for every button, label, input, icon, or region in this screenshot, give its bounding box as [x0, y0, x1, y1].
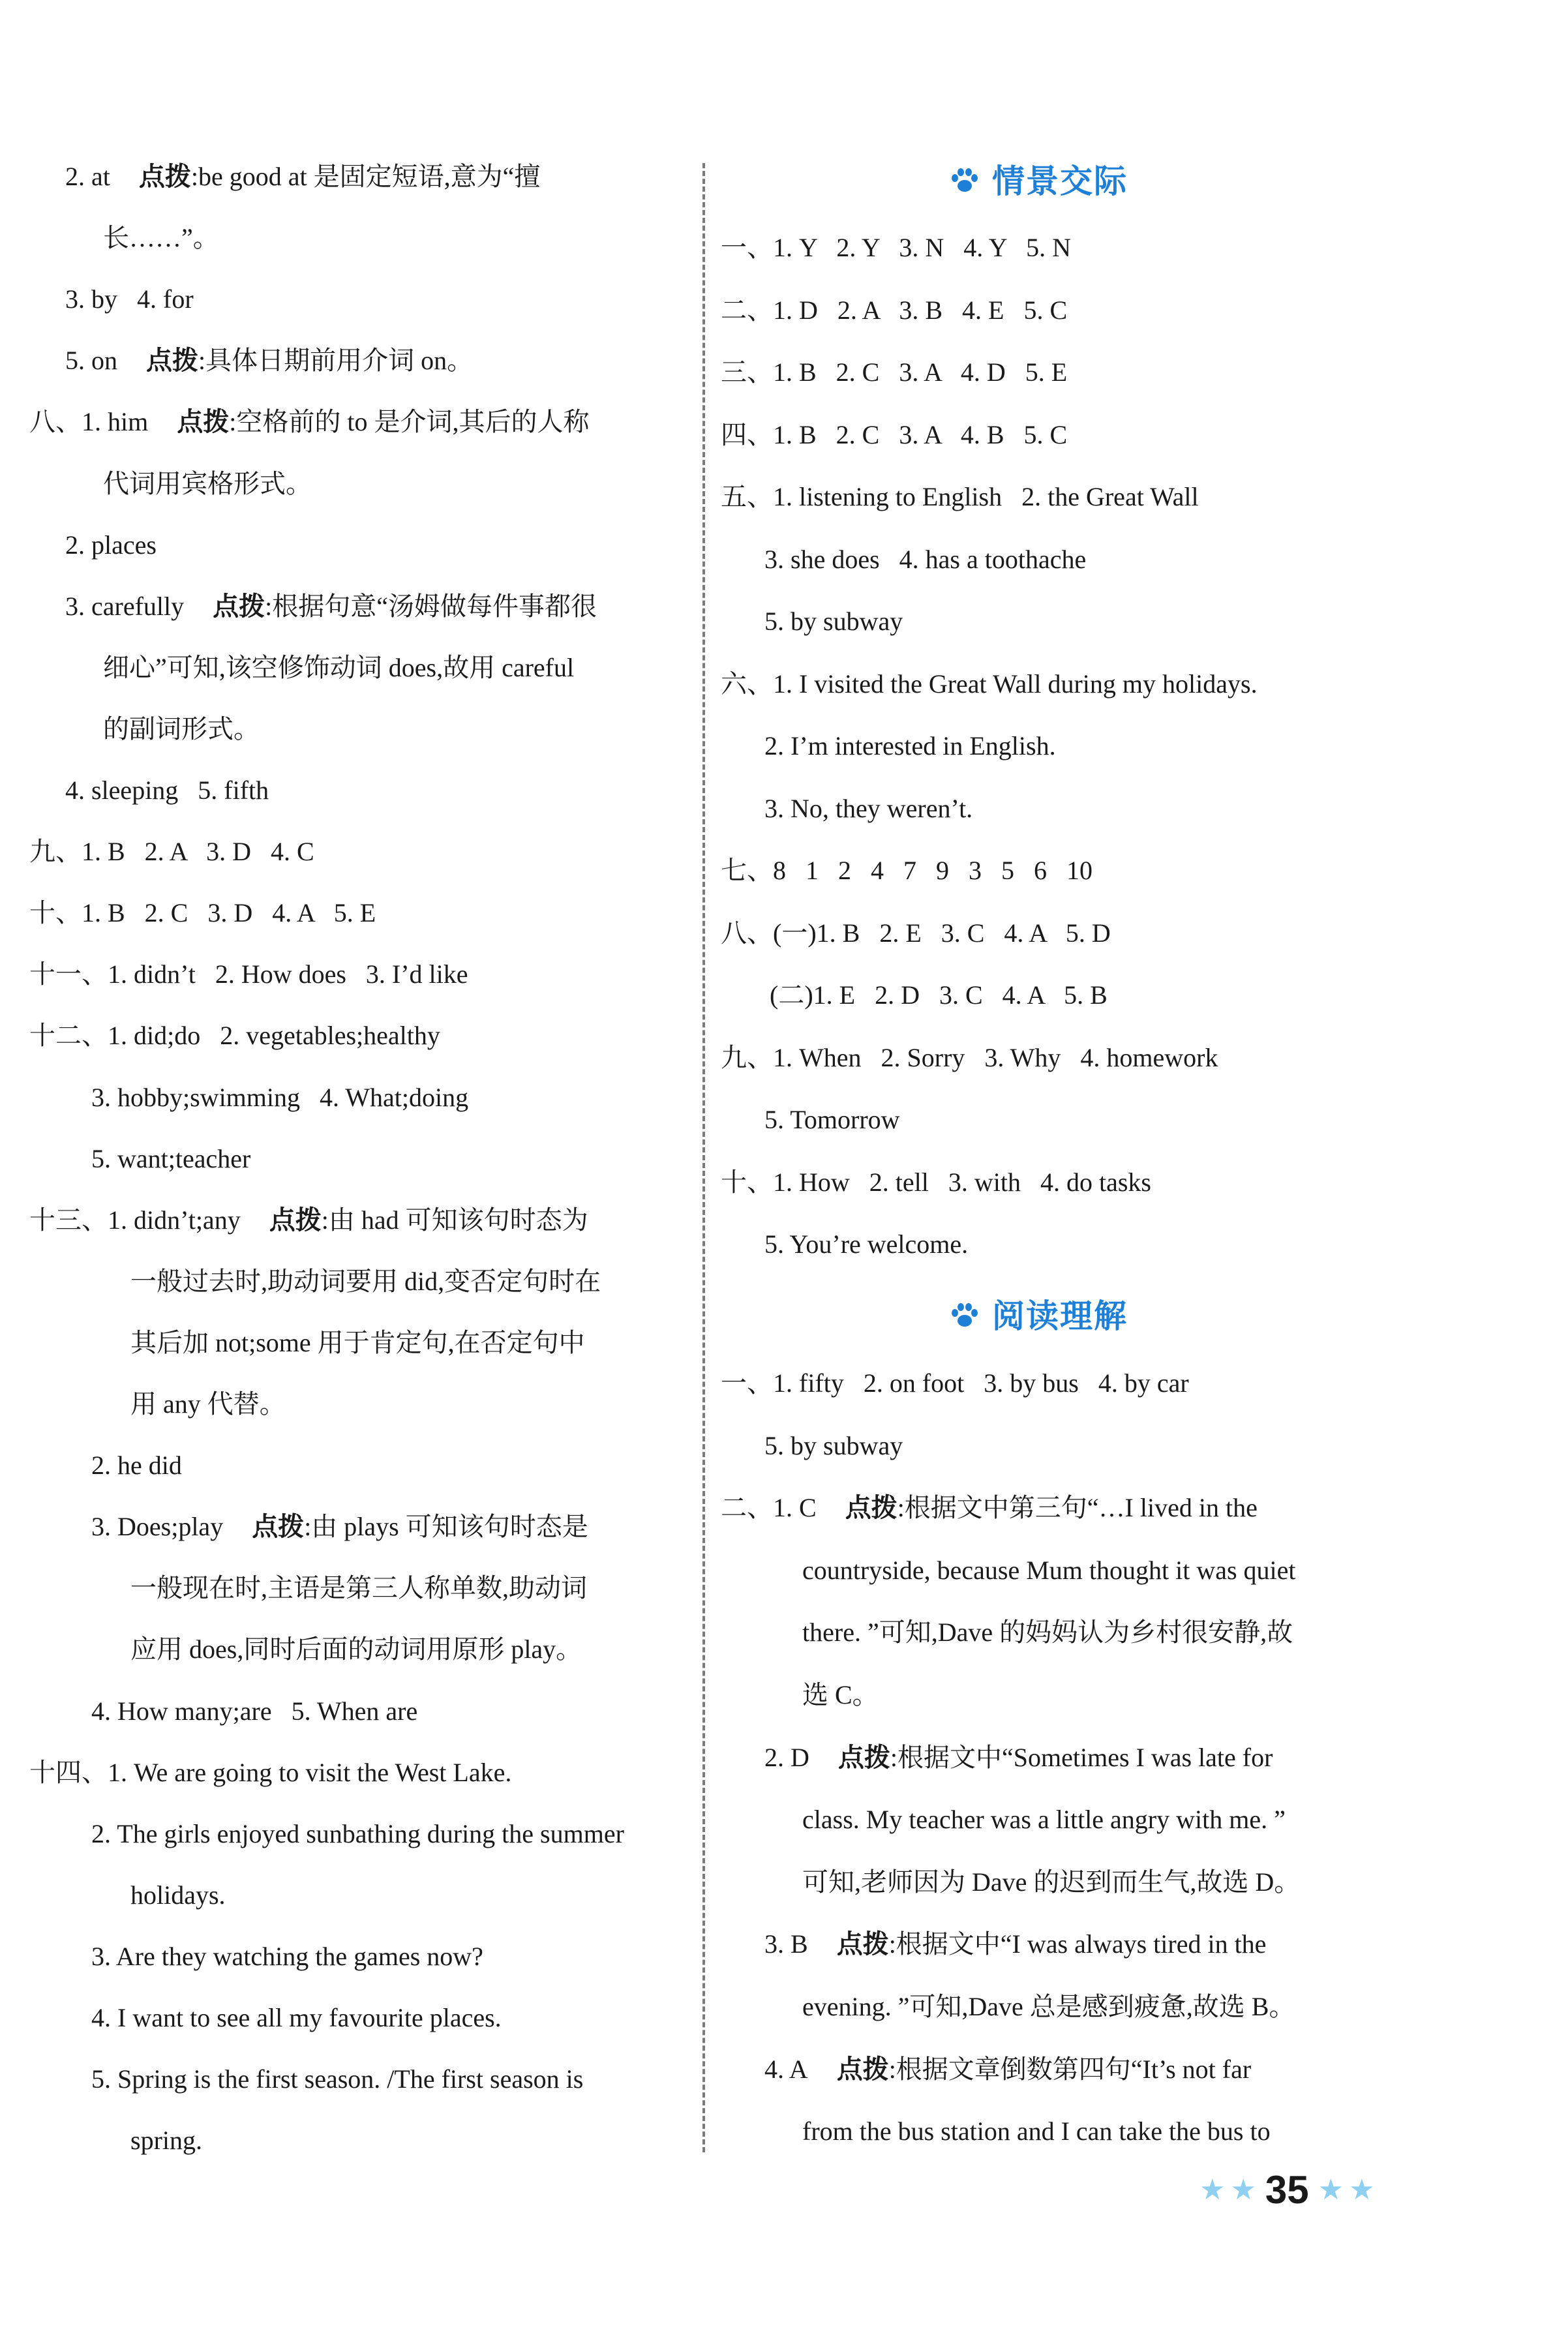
answer-line: [91, 1081, 678, 1114]
answer-text: :根据文中第三句“…I lived in the: [897, 1493, 1258, 1523]
answer-line: [29, 406, 678, 438]
answer-text: 2. places: [65, 530, 157, 560]
answer-line: [91, 1143, 678, 1175]
answer-line: [65, 529, 678, 562]
answer-line: [764, 1104, 1386, 1136]
answer-line: [130, 1633, 678, 1666]
answer-text: :由 plays 可知该句时态是: [304, 1512, 588, 1542]
answer-text: 4. sleeping 5. fifth: [65, 775, 269, 805]
answer-line: [802, 1866, 1386, 1899]
answer-line: [130, 1265, 678, 1298]
answer-text: 二、1. D 2. A 3. B 4. E 5. C: [721, 295, 1068, 325]
answer-text: 用 any 代替。: [130, 1389, 286, 1419]
answer-line: [721, 356, 1386, 389]
answer-line: [764, 1928, 1386, 1961]
answer-text: 5. want;teacher: [91, 1143, 251, 1173]
answer-text: holidays.: [130, 1880, 226, 1910]
answer-line: [802, 1554, 1386, 1587]
answer-text: 代词用宾格形式。: [103, 468, 312, 498]
answer-line: [721, 419, 1386, 451]
answer-text: 3. hobby;swimming 4. What;doing: [91, 1082, 469, 1112]
answer-line: [802, 1679, 1386, 1711]
answer-line: [29, 1756, 678, 1789]
answer-text: 五、1. listening to English 2. the Great Wall: [721, 482, 1199, 511]
answer-line: [721, 232, 1386, 264]
answer-line: [130, 1327, 678, 1359]
answer-text: from the bus station and I can take the bus to: [802, 2116, 1271, 2146]
answer-text: 3. No, they weren’t.: [764, 793, 973, 823]
answer-text: 六、1. I visited the Great Wall during my holidays.: [721, 669, 1258, 699]
paw-icon: [949, 1300, 980, 1331]
paw-icon: [949, 165, 980, 196]
answer-text: 选 C。: [802, 1680, 879, 1709]
answer-line: [764, 605, 1386, 638]
answer-text: 5. Spring is the first season. /The first season is: [91, 2064, 584, 2094]
star-icon: ★: [1230, 2173, 1256, 2206]
answer-line: [65, 590, 678, 623]
star-icon: ★: [1318, 2173, 1344, 2206]
answer-text: :根据句意“汤姆做每件事都很: [265, 591, 597, 621]
answer-line: [764, 730, 1386, 762]
page-number-badge: [1197, 2167, 1378, 2212]
answer-line: [764, 1430, 1386, 1462]
answer-line: [103, 222, 678, 254]
answer-text: 3. she does 4. has a toothache: [764, 544, 1087, 574]
answer-line: [130, 2124, 678, 2157]
answer-text: 5. You’re welcome.: [764, 1229, 969, 1259]
answer-text: there. ”可知,Dave 的妈妈认为乡村很安静,故: [802, 1618, 1293, 1648]
answer-text: 一、1. Y 2. Y 3. N 4. Y 5. N: [721, 233, 1072, 262]
answer-line: [764, 792, 1386, 825]
answer-text: 4. I want to see all my favourite places.: [91, 2003, 502, 2032]
answer-text: countryside, because Mum thought it was quiet: [802, 1555, 1296, 1585]
answer-line: [103, 652, 678, 684]
answer-text: :空格前的 to 是介词,其后的人称: [229, 407, 590, 437]
answer-text: 十一、1. didn’t 2. How does 3. I’d like: [29, 959, 468, 989]
column-divider: [702, 163, 705, 2152]
answer-text: 应用 does,同时后面的动词用原形 play。: [130, 1634, 582, 1664]
hint-label: 点拨: [213, 591, 265, 622]
answer-text: 四、1. B 2. C 3. A 4. B 5. C: [721, 419, 1068, 449]
answer-text: class. My teacher was a little angry with me. ”: [802, 1805, 1286, 1835]
answer-text: 可知,老师因为 Dave 的迟到而生气,故选 D。: [802, 1867, 1301, 1897]
answer-line: [29, 958, 678, 991]
star-icon: ★: [1349, 2173, 1375, 2206]
answer-text: :由 had 可知该句时态为: [321, 1205, 588, 1235]
answer-text: 一般过去时,助动词要用 did,变否定句时在: [130, 1266, 601, 1296]
answer-text: 其后加 not;some 用于肯定句,在否定句中: [130, 1327, 585, 1357]
answer-text: (二)1. E 2. D 3. C 4. A 5. B: [770, 980, 1108, 1010]
answer-text: 八、(一)1. B 2. E 3. C 4. A 5. D: [721, 918, 1111, 948]
answer-line: [764, 1228, 1386, 1261]
answer-text: 4. A: [764, 2054, 808, 2084]
hint-label: 点拨: [837, 1742, 890, 1773]
answer-line: [764, 1741, 1386, 1774]
answer-line: [721, 481, 1386, 513]
answer-line: [802, 1803, 1386, 1836]
answer-text: 2. The girls enjoyed sunbathing during the summer: [91, 1818, 624, 1848]
answer-line: [721, 668, 1386, 700]
answer-line: [721, 854, 1386, 887]
answer-text: 十三、1. didn’t;any: [29, 1205, 241, 1235]
answer-line: [29, 835, 678, 868]
answer-text: 十四、1. We are going to visit the West Lake.: [29, 1757, 512, 1787]
answer-line: [721, 1492, 1386, 1524]
section-heading-text: 阅读理解: [992, 1297, 1128, 1335]
answer-line: [764, 2053, 1386, 2086]
answer-line: [91, 1511, 678, 1543]
answer-text: 细心”可知,该空修饰动词 does,故用 careful: [103, 652, 575, 682]
answer-text: 九、1. When 2. Sorry 3. Why 4. homework: [721, 1042, 1218, 1072]
answer-text: :根据文章倒数第四句“It’s not far: [888, 2054, 1252, 2084]
hint-label: 点拨: [836, 1929, 889, 1960]
answer-line: [65, 160, 678, 193]
answer-line: [764, 543, 1386, 576]
section-heading-text: 情景交际: [992, 162, 1128, 200]
answer-text: :be good at 是固定短语,意为“擅: [190, 162, 541, 191]
answer-line: [65, 774, 678, 807]
answer-line: [721, 1367, 1386, 1400]
answer-line: [65, 283, 678, 316]
answer-text: 九、1. B 2. A 3. D 4. C: [29, 837, 314, 867]
answer-text: 一、1. fifty 2. on foot 3. by bus 4. by car: [721, 1368, 1189, 1398]
answer-text: 2. he did: [91, 1451, 182, 1481]
answer-line: [802, 1616, 1386, 1649]
answer-text: :具体日期前用介词 on。: [198, 346, 474, 376]
star-icon: ★: [1199, 2173, 1226, 2206]
answer-line: [721, 1166, 1386, 1199]
answer-text: evening. ”可知,Dave 总是感到疲惫,故选 B。: [802, 1992, 1295, 2021]
hint-label: 点拨: [177, 407, 230, 438]
section-heading-dialogue: [949, 162, 1128, 201]
answer-line: [802, 2115, 1386, 2148]
answer-text: 二、1. C: [721, 1493, 817, 1523]
answer-line: [91, 1818, 678, 1850]
answer-text: :根据文中“I was always tired in the: [888, 1929, 1267, 1959]
answer-line: [130, 1572, 678, 1604]
answer-text: 5. Tomorrow: [764, 1105, 900, 1134]
answer-line: [91, 1695, 678, 1728]
answer-line: [29, 897, 678, 929]
answer-text: 长……”。: [103, 223, 219, 253]
answer-text: 5. by subway: [764, 607, 903, 636]
hint-label: 点拨: [252, 1512, 305, 1543]
answer-line: [91, 1449, 678, 1482]
answer-line: [103, 468, 678, 500]
hint-label: 点拨: [845, 1493, 897, 1524]
answer-line: [770, 979, 1386, 1012]
answer-text: 的副词形式。: [103, 714, 260, 744]
answer-line: [721, 294, 1386, 327]
answer-text: 3. by 4. for: [65, 284, 194, 314]
answer-text: 十、1. How 2. tell 3. with 4. do tasks: [721, 1167, 1151, 1197]
answer-text: :根据文中“Sometimes I was late for: [890, 1742, 1273, 1772]
answer-text: 一般现在时,主语是第三人称单数,助动词: [130, 1573, 587, 1603]
answer-text: 5. by subway: [764, 1430, 903, 1460]
hint-label: 点拨: [146, 346, 198, 376]
answer-line: [29, 1019, 678, 1052]
hint-label: 点拨: [138, 162, 191, 192]
answer-line: [721, 1042, 1386, 1074]
page-number: 35: [1265, 2167, 1309, 2212]
answer-text: 3. B: [764, 1929, 808, 1959]
answer-text: 七、8 1 2 4 7 9 3 5 6 10: [721, 856, 1093, 885]
answer-line: [130, 1388, 678, 1421]
answer-text: 三、1. B 2. C 3. A 4. D 5. E: [721, 357, 1068, 387]
answer-text: 十二、1. did;do 2. vegetables;healthy: [29, 1021, 440, 1051]
hint-label: 点拨: [269, 1205, 322, 1235]
answer-text: 4. How many;are 5. When are: [91, 1696, 418, 1726]
answer-text: 2. D: [764, 1742, 809, 1772]
answer-text: 十、1. B 2. C 3. D 4. A 5. E: [29, 898, 376, 928]
answer-text: 5. on: [65, 346, 117, 376]
answer-text: spring.: [130, 2126, 202, 2156]
answer-line: [29, 1204, 678, 1237]
answer-line: [91, 2002, 678, 2034]
answer-line: [103, 713, 678, 745]
answer-line: [721, 917, 1386, 950]
answer-text: 3. Are they watching the games now?: [91, 1941, 483, 1971]
answer-line: [130, 1879, 678, 1912]
answer-text: 2. I’m interested in English.: [764, 731, 1056, 760]
section-heading-reading: [949, 1297, 1128, 1336]
hint-label: 点拨: [836, 2054, 889, 2085]
answer-line: [65, 344, 678, 377]
answer-line: [802, 1991, 1386, 2023]
answer-text: 3. Does;play: [91, 1512, 224, 1542]
answer-text: 2. at: [65, 162, 110, 191]
answer-text: 八、1. him: [29, 407, 149, 437]
answer-line: [91, 2063, 678, 2096]
answer-text: 3. carefully: [65, 591, 185, 621]
answer-line: [91, 1940, 678, 1973]
